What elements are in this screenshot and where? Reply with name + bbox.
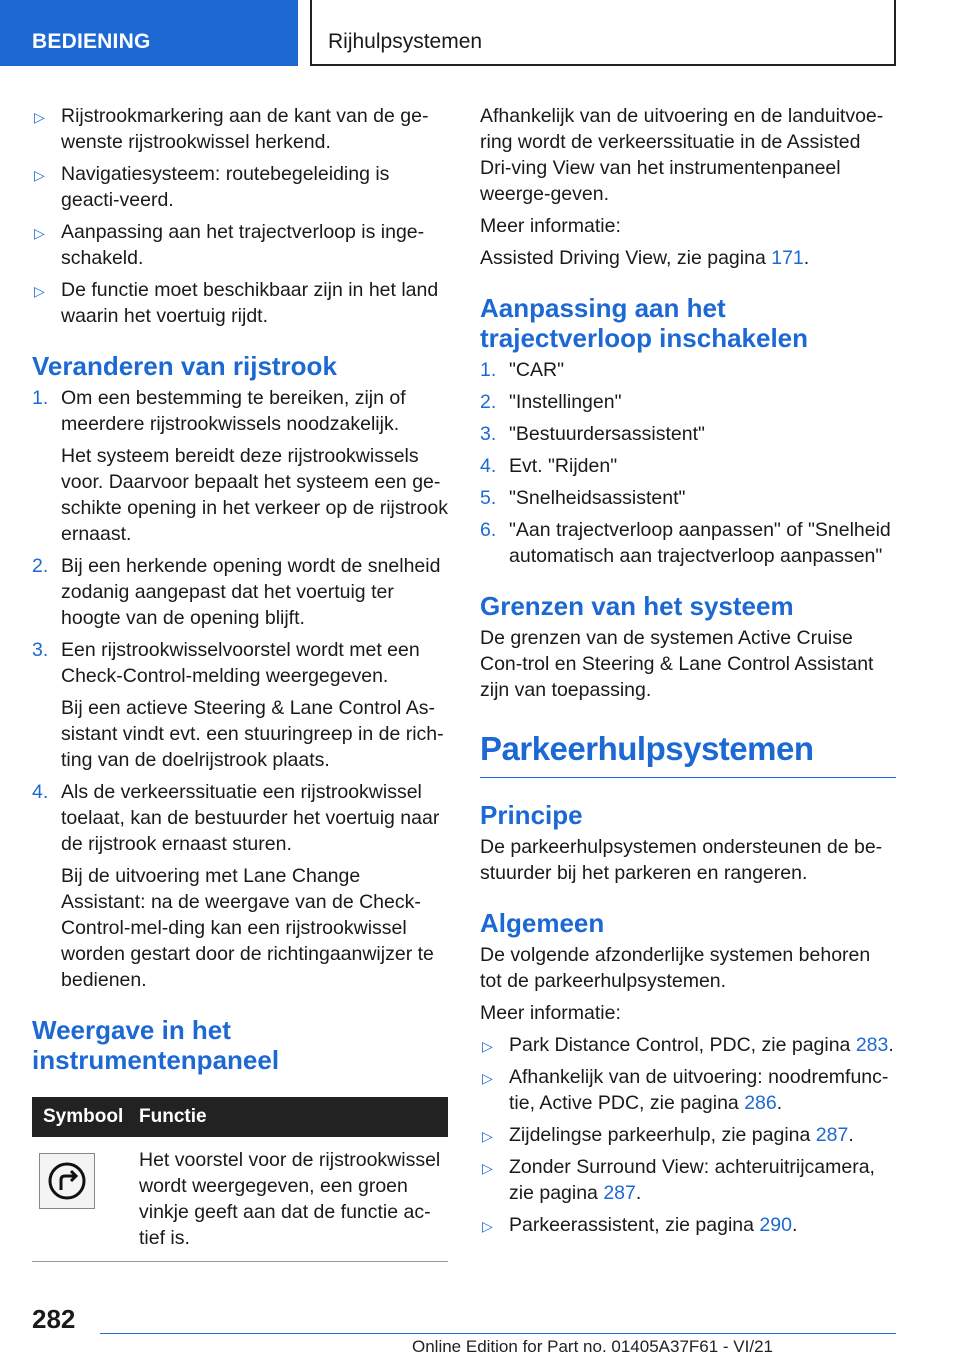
page-link[interactable]: 290	[759, 1214, 792, 1236]
limits-heading: Grenzen van het systeem	[480, 591, 794, 621]
step-number: 6.	[480, 519, 497, 541]
list-item: 2. "Instellingen"	[480, 391, 622, 413]
step-number: 3.	[480, 423, 497, 445]
step-number: 4.	[480, 455, 497, 477]
list-item: ▷ Parkeerassistent, zie pagina 290.	[480, 1212, 896, 1238]
adapt-heading: Aanpassing aan het trajectverloop inschakelen	[480, 293, 809, 353]
list-item: ▷ Rijstrookmarkering aan de kant van de ge-wenste rijstrookwissel herkend.	[34, 105, 429, 153]
edition-note: Online Edition for Part no. 01405A37F61 - VI/21	[412, 1337, 774, 1356]
step-number: 4.	[32, 781, 49, 803]
page-link[interactable]: 286	[744, 1092, 777, 1114]
list-item: 4. Evt. "Rijden"	[480, 455, 618, 477]
triangle-bullet-icon: ▷	[34, 167, 45, 183]
display-heading: Weergave in het instrumentenpaneel	[32, 1015, 280, 1075]
step-number: 2.	[480, 391, 497, 413]
column-header-function: Functie	[139, 1106, 207, 1127]
chapter-title: Rijhulpsystemen	[310, 0, 896, 66]
triangle-bullet-icon: ▷	[34, 225, 45, 241]
page-link[interactable]: 287	[815, 1124, 849, 1146]
triangle-bullet-icon: ▷	[482, 1160, 493, 1176]
triangle-bullet-icon: ▷	[34, 283, 45, 299]
list-item: ▷ Zijdelingse parkeerhulp, zie pagina 287.	[480, 1122, 896, 1148]
limits-paragraph: De grenzen van de systemen Active Cruise Con-trol en Steering & Lane Control Assistant zijn van toepassing.	[480, 627, 874, 701]
list-item: ▷ Park Distance Control, PDC, zie pagina 283.	[480, 1032, 896, 1058]
list-item: 4. Als de verkeerssituatie een rijstrookwissel toelaat, kan de bestuurder het voertuig naar de rijstrook ernaast sturen. Bij de uitvoering met Lane Change Assistant: na de weergave van de Check-Control-mel-ding kan een rijstrookwissel worden gestart door de richtingaanwijzer te bedienen.	[32, 781, 440, 991]
list-item: 6. "Aan trajectverloop aanpassen" of "Snelheid automatisch aan trajectverloop aanpassen"	[480, 519, 891, 567]
principle-heading: Principe	[480, 800, 583, 830]
triangle-bullet-icon: ▷	[34, 109, 45, 125]
intro-paragraph: Afhankelijk van de uitvoering en de landuitvoe-ring wordt de verkeerssituatie in de Assisted Dri-ving View van het instrumentenpaneel weerge-geven.	[480, 105, 884, 205]
general-paragraph: De volgende afzonderlijke systemen behoren tot de parkeerhulpsystemen.	[480, 944, 871, 992]
more-info-label: Meer informatie:	[480, 215, 621, 237]
list-item: 2. Bij een herkende opening wordt de snelheid zodanig aangepast dat het voertuig ter hoogte van de opening blijft.	[32, 555, 441, 629]
triangle-bullet-icon: ▷	[482, 1038, 493, 1054]
lane-change-steps	[32, 385, 448, 993]
list-item: ▷ Navigatiesysteem: routebegeleiding is geacti-veerd.	[34, 163, 390, 211]
parking-systems-list	[480, 1032, 896, 1238]
symbol-table	[32, 1097, 448, 1262]
step-number: 2.	[32, 555, 49, 577]
list-item: 1. Om een bestemming te bereiken, zijn of meerdere rijstrookwissels noodzakelijk. Het systeem bereidt deze rijstrookwissels voor. Daarvoor bepaalt het systeem een ge-schikte opening in het verkeer op de rijstrook ernaast.	[32, 387, 448, 545]
step-number: 1.	[480, 359, 497, 381]
list-item: ▷ Zonder Surround View: achteruitrijcamera, zie pagina 287.	[482, 1156, 875, 1204]
list-item: 3. "Bestuurdersassistent"	[480, 423, 705, 445]
list-item: 5. "Snelheidsassistent"	[480, 487, 686, 509]
function-description: Het voorstel voor de rijstrookwissel wordt weergegeven, een groen vinkje geeft aan dat de functie ac-tief is.	[139, 1149, 441, 1249]
left-column	[32, 103, 448, 1262]
right-column	[480, 103, 896, 1244]
more-info-label: Meer informatie:	[480, 1002, 621, 1024]
list-item: ▷ Aanpassing aan het trajectverloop is inge-schakeld.	[34, 221, 425, 269]
step-number: 3.	[32, 639, 49, 661]
lane-change-heading: Veranderen van rijstrook	[32, 351, 337, 381]
prerequisite-list	[32, 103, 448, 329]
step-number: 5.	[480, 487, 497, 509]
parking-section-title: Parkeerhulpsystemen	[480, 729, 896, 778]
page-link[interactable]: 287	[603, 1182, 636, 1204]
triangle-bullet-icon: ▷	[482, 1070, 493, 1086]
column-header-symbol: Symbool	[43, 1106, 124, 1127]
page-header	[0, 0, 960, 66]
general-heading: Algemeen	[480, 908, 605, 938]
section-tab[interactable]: BEDIENING	[0, 0, 298, 66]
list-item: 3. Een rijstrookwisselvoorstel wordt met een Check-Control-melding weergegeven. Bij een actieve Steering & Lane Control As-sistant vindt evt. een stuuringreep in de rich-ting van de doelrijstrook plaats.	[32, 639, 444, 771]
list-item: 1. "CAR"	[480, 359, 565, 381]
assisted-view-reference: Assisted Driving View, zie pagina 171.	[480, 247, 810, 269]
triangle-bullet-icon: ▷	[482, 1218, 493, 1234]
adapt-steps	[480, 357, 896, 569]
page-footer	[0, 1296, 960, 1362]
lane-change-arrow-icon	[39, 1153, 95, 1209]
list-item: ▷ De functie moet beschikbaar zijn in het land waarin het voertuig rijdt.	[34, 279, 439, 327]
page-link[interactable]: 283	[855, 1034, 889, 1056]
table-header	[32, 1097, 448, 1137]
page-number: 282	[32, 1304, 76, 1334]
page-link[interactable]: 171	[771, 247, 804, 269]
step-number: 1.	[32, 387, 49, 409]
principle-paragraph: De parkeerhulpsystemen ondersteunen de be-stuurder bij het parkeren en rangeren.	[480, 836, 883, 884]
footer-divider	[100, 1333, 896, 1334]
triangle-bullet-icon: ▷	[482, 1128, 493, 1144]
list-item: ▷ Afhankelijk van de uitvoering: noodremfunc-tie, Active PDC, zie pagina 286.	[482, 1066, 889, 1114]
table-row	[32, 1137, 448, 1262]
